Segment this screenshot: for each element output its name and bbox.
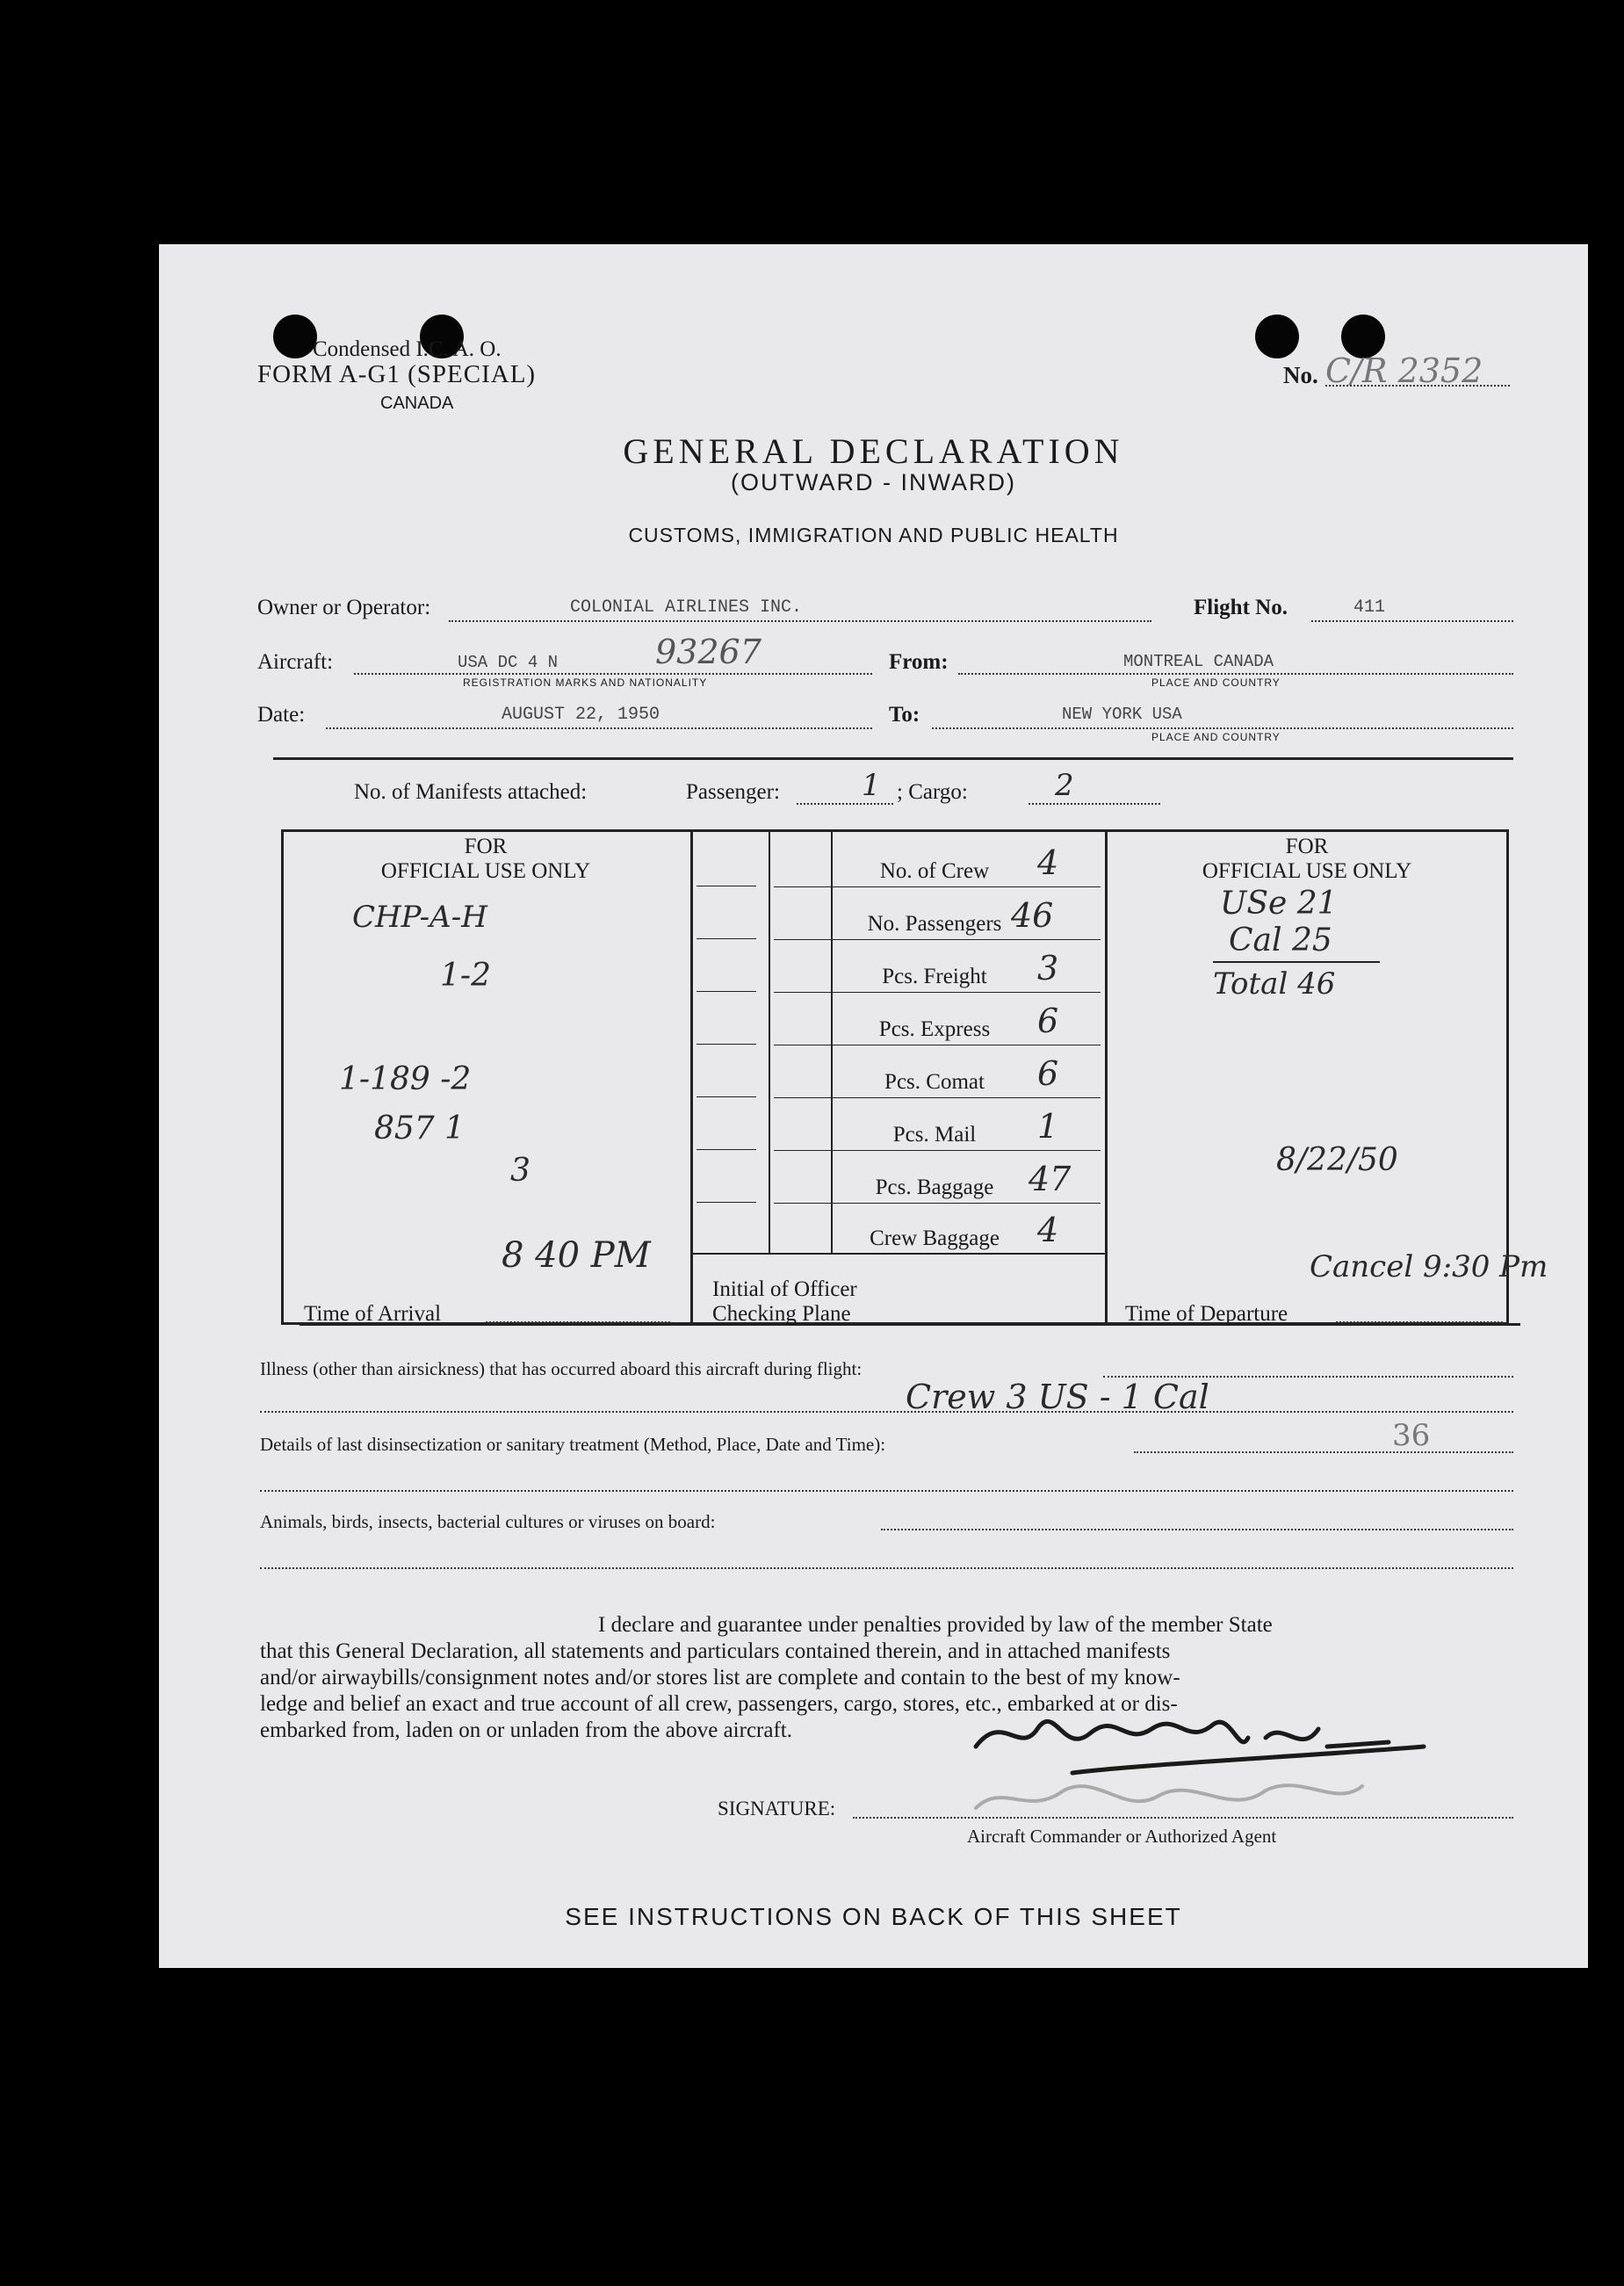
mail-label: Pcs. Mail (892, 1123, 977, 1147)
time-of-arrival-value: 8 40 PM (502, 1235, 651, 1276)
animals-label: Animals, birds, insects, bacterial cultures or viruses on board: (260, 1511, 716, 1532)
number-value: C/R 2352 (1325, 351, 1483, 390)
right-note: Total 46 (1213, 966, 1336, 1002)
handwritten-signature (967, 1694, 1617, 1834)
scope-heading: CUSTOMS, IMMIGRATION AND PUBLIC HEALTH (628, 524, 1119, 546)
passenger-count-label: No. Passengers (867, 912, 1002, 936)
express-value: 6 (1037, 1002, 1059, 1040)
crew-baggage-value: 4 (1037, 1211, 1059, 1249)
baggage-label: Pcs. Baggage (875, 1176, 994, 1199)
disinsectization-value: 36 (1392, 1418, 1431, 1453)
flight-label: Flight No. (1194, 596, 1288, 619)
mail-value: 1 (1037, 1107, 1059, 1146)
time-of-departure-label: Time of Departure (1125, 1302, 1288, 1326)
right-note: Cal 25 (1229, 922, 1332, 959)
crew-count-label: No. of Crew (879, 859, 990, 883)
aircraft-label: Aircraft: (257, 650, 334, 674)
comat-label: Pcs. Comat (884, 1070, 985, 1094)
declaration-sheet (159, 244, 1588, 1968)
from-value: MONTREAL CANADA (1123, 652, 1274, 671)
to-label: To: (889, 703, 920, 727)
left-note: 1-2 (440, 958, 491, 994)
to-value: NEW YORK USA (1062, 705, 1182, 724)
left-note: 1-189 -2 (339, 1061, 472, 1097)
declaration-line: that this General Declaration, all statements and particulars contained therein, and in attached manifests (260, 1639, 1171, 1663)
condensed-label: Condensed I.C. A. O. (313, 337, 502, 361)
place-caption-2: PLACE AND COUNTRY (1151, 731, 1281, 743)
number-label: No. (1283, 362, 1318, 388)
left-official-header-2: OFFICIAL USE ONLY (380, 859, 591, 883)
declaration-line: embarked from, laden on or unladen from the above aircraft. (260, 1718, 792, 1742)
punch-hole-icon (273, 315, 317, 358)
disinsectization-label: Details of last disinsectization or sanitary treatment (Method, Place, Date and Time): (260, 1434, 886, 1455)
left-note: 857 1 (374, 1110, 466, 1147)
owner-value: COLONIAL AIRLINES INC. (570, 597, 803, 618)
aircraft-value: USA DC 4 N (458, 653, 559, 672)
passenger-manifest-value: 1 (862, 768, 881, 803)
declaration-line: I declare and guarantee under penalties provided by law of the member State (598, 1613, 1273, 1637)
left-note: CHP-A-H (352, 900, 487, 935)
freight-label: Pcs. Freight (882, 965, 987, 988)
place-caption: PLACE AND COUNTRY (1151, 676, 1281, 689)
freight-value: 3 (1037, 949, 1059, 987)
declaration-line: and/or airwaybills/consignment notes and/or stores list are complete and contain to the best of my know- (260, 1666, 1180, 1689)
right-official-header-1: FOR (1285, 835, 1329, 858)
crew-count-value: 4 (1037, 843, 1059, 882)
initial-officer-label-2: Checking Plane (712, 1302, 851, 1326)
manifests-label: No. of Manifests attached: (354, 780, 588, 804)
back-instructions: SEE INSTRUCTIONS ON BACK OF THIS SHEET (565, 1903, 1182, 1930)
illness-label: Illness (other than airsickness) that has occurred aboard this aircraft during flight: (260, 1358, 863, 1379)
right-note: USe 21 (1220, 886, 1338, 922)
left-official-header-1: FOR (464, 835, 508, 858)
illness-value: Crew 3 US - 1 Cal (906, 1378, 1209, 1416)
time-of-departure-value: Cancel 9:30 Pm (1310, 1249, 1548, 1284)
flight-value: 411 (1353, 597, 1386, 618)
passenger-manifest-label: Passenger: (686, 780, 780, 804)
left-note: 3 (510, 1153, 531, 1189)
cargo-manifest-value: 2 (1055, 768, 1074, 803)
crew-baggage-label: Crew Baggage (870, 1226, 1000, 1250)
cargo-manifest-label: ; Cargo: (897, 780, 968, 804)
form-code: FORM A-G1 (SPECIAL) (257, 360, 537, 388)
passenger-count-value: 46 (1011, 896, 1054, 935)
signature-caption: Aircraft Commander or Authorized Agent (967, 1826, 1277, 1847)
right-note: 8/22/50 (1276, 1142, 1398, 1178)
time-of-arrival-label: Time of Arrival (304, 1302, 442, 1326)
date-label: Date: (257, 703, 306, 727)
signature-label: SIGNATURE: (718, 1798, 836, 1819)
from-label: From: (889, 650, 949, 674)
registration-caption: REGISTRATION MARKS AND NATIONALITY (463, 676, 708, 689)
date-value: AUGUST 22, 1950 (502, 705, 660, 725)
country-label: CANADA (380, 394, 454, 413)
aircraft-handwritten: 93267 (655, 633, 761, 671)
page-subtitle: (OUTWARD - INWARD) (731, 469, 1016, 496)
punch-hole-icon (1255, 315, 1299, 358)
page-title: GENERAL DECLARATION (623, 431, 1124, 471)
initial-officer-label-1: Initial of Officer (712, 1277, 857, 1301)
declaration-line: ledge and belief an exact and true account of all crew, passengers, cargo, stores, etc., embarked at or dis- (260, 1692, 1178, 1716)
comat-value: 6 (1037, 1054, 1059, 1093)
baggage-value: 47 (1029, 1160, 1072, 1198)
owner-label: Owner or Operator: (257, 596, 431, 619)
express-label: Pcs. Express (878, 1017, 991, 1041)
right-official-header-2: OFFICIAL USE ONLY (1202, 859, 1412, 883)
